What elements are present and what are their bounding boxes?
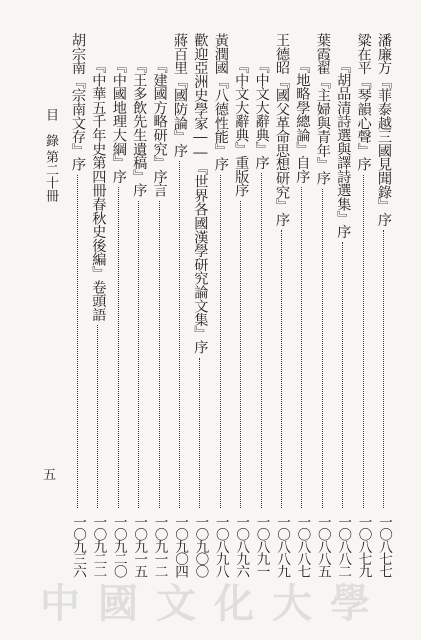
toc-entry (152, 0, 168, 640)
toc-entry-title: 『胡品清詩選與譯詩選集』序 (335, 59, 352, 239)
toc-entry (172, 0, 188, 640)
toc-entry-page: 一〇八九八 (212, 515, 229, 577)
toc-entry-page: 一〇八八七 (294, 515, 311, 577)
toc-entry-page: 一〇八八二 (335, 515, 352, 577)
toc-entry-page: 一〇九一五 (131, 515, 148, 577)
toc-entry-page: 一〇八八五 (314, 515, 331, 577)
toc-entry (70, 0, 86, 640)
toc-entry (233, 0, 249, 640)
toc-leader-dots (301, 187, 302, 508)
running-head-volume: 第二十冊 (43, 150, 58, 202)
toc-entry-page: 一〇九一二 (151, 515, 168, 577)
toc-entry-title: 『地略學總論』自序 (294, 59, 311, 184)
toc-entry-page: 一〇九二二 (90, 515, 107, 577)
toc-entry (254, 0, 270, 640)
toc-entry-title: 王德昭『國父革命思想研究』序 (274, 33, 290, 227)
toc-entry-title: 『中華五千年史第四冊春秋史後編』卷頭語 (90, 59, 107, 322)
toc-entry-page: 一〇八八九 (274, 515, 290, 577)
toc-entry (376, 0, 392, 640)
toc-leader-dots (240, 201, 241, 508)
toc-entry-page: 一〇八七九 (355, 515, 372, 577)
toc-leader-dots (220, 175, 221, 508)
toc-entry-page: 一〇九〇〇 (192, 515, 209, 577)
toc-entry (90, 0, 106, 640)
toc-entry-title: 『建國方略研究』序言 (151, 59, 168, 198)
toc-leader-dots (322, 189, 323, 508)
toc-leader-dots (179, 161, 180, 508)
toc-entry (356, 0, 372, 640)
toc-entry-title: 『中國地理大綱』序 (110, 59, 127, 184)
toc-entry-title: 葉霞翟『主婦與青年』序 (314, 33, 331, 185)
toc-leader-dots (261, 173, 262, 508)
toc-entry-page: 一〇九二〇 (110, 515, 127, 577)
toc-entry (131, 0, 147, 640)
toc-leader-dots (77, 175, 78, 508)
toc-entry-title: 『中文大辭典』序 (253, 59, 270, 170)
toc-leader-dots (363, 175, 364, 508)
toc-entry (335, 0, 351, 640)
running-head-section: 目 錄 (43, 108, 58, 147)
toc-leader-dots (118, 187, 119, 508)
toc-entry-title: 歡迎亞洲史學家――『世界各國漢學研究論文集』序 (192, 33, 209, 355)
toc-entry-page: 一〇九〇四 (172, 515, 188, 577)
toc-entry-title: 『王多飲先生遺稿』序 (131, 59, 148, 198)
toc-entry (294, 0, 310, 640)
toc-leader-dots (383, 230, 384, 508)
page-folio: 五 (43, 468, 57, 483)
toc-entry-page: 一〇八九一 (253, 515, 270, 577)
toc-entry-title: 胡宗南『宗南文存』序 (70, 33, 86, 172)
toc-entry (213, 0, 229, 640)
toc-entry-title: 『中文大辭典』重版序 (233, 59, 250, 198)
toc-entry (192, 0, 208, 640)
toc-leader-dots (342, 242, 343, 508)
toc-entry-title: 潘廉方『菲泰越三國見聞錄』序 (376, 33, 392, 227)
toc-leader-dots (138, 201, 139, 508)
toc-entry-title: 黃潤國『八德性能』序 (212, 33, 229, 172)
toc-leader-dots (97, 325, 98, 508)
toc-entry (111, 0, 127, 640)
toc-entry-page: 一〇八九六 (233, 515, 250, 577)
toc-leader-dots (159, 201, 160, 508)
toc-entry-title: 蔣百里『國防論』序 (172, 33, 188, 158)
watermark-logo: 中國文化大學 (40, 581, 388, 627)
toc-entry (315, 0, 331, 640)
toc-entry-title: 粱在平『琴韻心聲』序 (355, 33, 372, 172)
toc-entry-page: 一〇八七七 (376, 515, 392, 577)
toc-entry (274, 0, 290, 640)
toc-entry-page: 一〇九三六 (70, 515, 86, 577)
toc-leader-dots (199, 358, 200, 508)
toc-leader-dots (281, 230, 282, 508)
